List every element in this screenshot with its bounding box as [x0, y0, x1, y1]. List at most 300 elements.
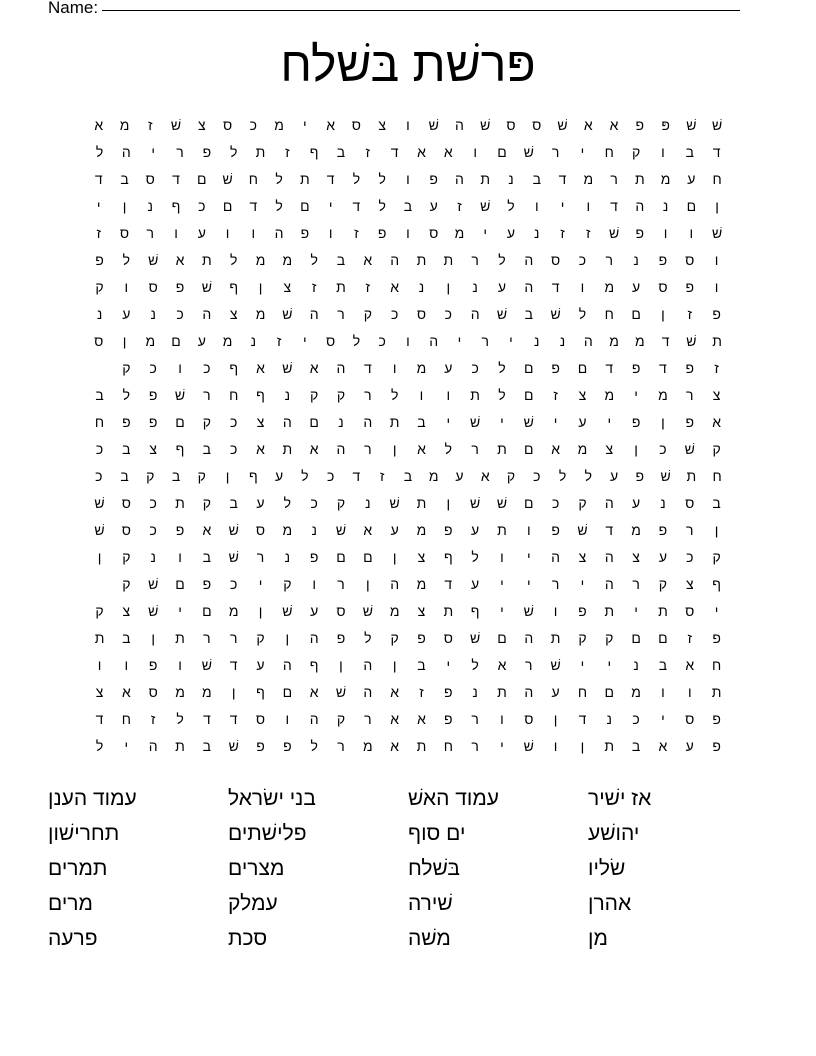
grid-cell[interactable]: ד: [229, 657, 238, 673]
grid-cell[interactable]: ז: [365, 279, 371, 295]
grid-cell[interactable]: נ: [472, 684, 478, 700]
grid-cell[interactable]: ם: [524, 441, 534, 457]
grid-cell[interactable]: ם: [202, 603, 212, 619]
grid-cell[interactable]: ע: [687, 171, 696, 187]
grid-cell[interactable]: ו: [406, 117, 410, 133]
grid-cell[interactable]: ל: [122, 387, 131, 403]
grid-cell[interactable]: מ: [363, 738, 373, 754]
grid-cell[interactable]: ן: [392, 657, 397, 673]
grid-cell[interactable]: פ: [148, 387, 158, 403]
grid-cell[interactable]: ע: [471, 522, 480, 538]
grid-cell[interactable]: ז: [285, 144, 290, 160]
grid-cell[interactable]: א: [390, 738, 400, 754]
grid-cell[interactable]: ה: [551, 549, 561, 565]
grid-cell[interactable]: ד: [363, 360, 372, 376]
grid-cell[interactable]: פ: [175, 279, 185, 295]
grid-cell[interactable]: ו: [97, 657, 102, 673]
grid-cell[interactable]: א: [94, 117, 104, 133]
grid-cell[interactable]: ס: [222, 117, 233, 133]
grid-cell[interactable]: ה: [455, 171, 464, 187]
grid-cell[interactable]: ר: [610, 171, 618, 187]
grid-cell[interactable]: ר: [176, 144, 184, 160]
grid-cell[interactable]: ר: [146, 225, 155, 241]
grid-cell[interactable]: ה: [524, 684, 534, 700]
grid-cell[interactable]: ם: [309, 414, 319, 430]
grid-cell[interactable]: כ: [551, 495, 560, 511]
grid-cell[interactable]: ם: [282, 684, 293, 700]
grid-cell[interactable]: ק: [197, 468, 206, 484]
grid-cell[interactable]: י: [580, 144, 585, 160]
grid-cell[interactable]: ב: [202, 441, 212, 457]
grid-cell[interactable]: א: [256, 441, 265, 457]
grid-cell[interactable]: ז: [311, 279, 317, 295]
grid-cell[interactable]: ה: [635, 198, 645, 214]
grid-cell[interactable]: ה: [604, 495, 614, 511]
grid-cell[interactable]: מ: [202, 684, 212, 700]
grid-cell[interactable]: ו: [500, 549, 504, 565]
grid-cell[interactable]: מ: [609, 333, 619, 349]
grid-cell[interactable]: ה: [604, 576, 614, 592]
grid-cell[interactable]: ל: [578, 306, 587, 322]
grid-cell[interactable]: ק: [390, 630, 399, 646]
grid-cell[interactable]: ע: [658, 549, 667, 565]
grid-cell[interactable]: ל: [378, 171, 386, 187]
grid-cell[interactable]: פ: [551, 360, 560, 376]
grid-cell[interactable]: א: [202, 522, 212, 538]
grid-cell[interactable]: נ: [311, 522, 317, 538]
grid-cell[interactable]: ל: [301, 468, 309, 484]
grid-cell[interactable]: פּ: [661, 117, 670, 133]
grid-cell[interactable]: י: [446, 414, 451, 430]
grid-cell[interactable]: שׁ: [577, 522, 588, 538]
grid-cell[interactable]: ס: [148, 684, 158, 700]
grid-cell[interactable]: כ: [471, 360, 479, 376]
grid-cell[interactable]: א: [609, 117, 619, 133]
grid-cell[interactable]: ז: [354, 225, 359, 241]
grid-cell[interactable]: ד: [352, 198, 361, 214]
grid-cell[interactable]: ק: [336, 387, 346, 403]
grid-cell[interactable]: שׁ: [480, 117, 491, 133]
grid-cell[interactable]: ל: [310, 738, 318, 754]
grid-cell[interactable]: ק: [202, 495, 211, 511]
grid-cell[interactable]: שׁ: [550, 306, 561, 322]
grid-cell[interactable]: צ: [417, 603, 426, 619]
grid-cell[interactable]: פ: [256, 738, 265, 754]
grid-cell[interactable]: פ: [377, 225, 387, 241]
grid-cell[interactable]: נ: [508, 171, 514, 187]
grid-cell[interactable]: שׁ: [686, 117, 697, 133]
grid-cell[interactable]: א: [685, 657, 695, 673]
grid-cell[interactable]: ע: [256, 495, 265, 511]
grid-cell[interactable]: ע: [256, 657, 265, 673]
grid-cell[interactable]: ר: [471, 441, 479, 457]
grid-cell[interactable]: ן: [366, 576, 370, 592]
grid-cell[interactable]: ו: [553, 603, 558, 619]
grid-cell[interactable]: ב: [120, 468, 129, 484]
grid-cell[interactable]: א: [309, 441, 319, 457]
grid-cell[interactable]: י: [560, 198, 565, 214]
grid-cell[interactable]: א: [443, 144, 453, 160]
grid-cell[interactable]: ם: [524, 387, 534, 403]
grid-cell[interactable]: שׁ: [201, 657, 212, 673]
grid-cell[interactable]: ז: [148, 117, 153, 133]
grid-cell[interactable]: א: [658, 738, 668, 754]
grid-cell[interactable]: ו: [689, 225, 694, 241]
grid-cell[interactable]: שׁ: [228, 549, 239, 565]
grid-cell[interactable]: מ: [175, 684, 185, 700]
grid-cell[interactable]: ר: [203, 387, 211, 403]
grid-cell[interactable]: צ: [229, 306, 238, 322]
grid-cell[interactable]: ם: [658, 630, 668, 646]
grid-cell[interactable]: ם: [577, 360, 588, 376]
grid-cell[interactable]: ב: [120, 171, 129, 187]
grid-cell[interactable]: ן: [446, 495, 451, 511]
grid-cell[interactable]: ס: [326, 333, 336, 349]
grid-cell[interactable]: ו: [225, 225, 230, 241]
grid-cell[interactable]: נ: [284, 549, 291, 565]
grid-cell[interactable]: שׁ: [712, 117, 723, 133]
grid-cell[interactable]: א: [480, 468, 490, 484]
grid-cell[interactable]: נ: [606, 711, 612, 727]
grid-cell[interactable]: א: [390, 711, 400, 727]
grid-cell[interactable]: ם: [363, 549, 373, 565]
grid-cell[interactable]: ן: [285, 630, 290, 646]
grid-cell[interactable]: י: [178, 603, 182, 619]
grid-cell[interactable]: ב: [95, 387, 104, 403]
grid-cell[interactable]: י: [151, 144, 156, 160]
grid-cell[interactable]: י: [303, 117, 307, 133]
grid-cell[interactable]: ן: [339, 657, 343, 673]
grid-cell[interactable]: פ: [635, 468, 645, 484]
grid-cell[interactable]: שׁ: [94, 522, 105, 538]
grid-cell[interactable]: י: [328, 198, 333, 214]
grid-cell[interactable]: ל: [378, 198, 386, 214]
grid-cell[interactable]: מ: [274, 117, 284, 133]
grid-cell[interactable]: ל: [176, 711, 184, 727]
grid-cell[interactable]: א: [497, 657, 507, 673]
grid-cell[interactable]: ל: [122, 252, 131, 268]
grid-cell[interactable]: ה: [604, 549, 614, 565]
grid-cell[interactable]: פ: [148, 414, 158, 430]
grid-cell[interactable]: ד: [172, 171, 180, 187]
grid-cell[interactable]: י: [500, 738, 504, 754]
grid-cell[interactable]: כ: [203, 360, 211, 376]
grid-cell[interactable]: ל: [275, 198, 283, 214]
grid-cell[interactable]: ת: [712, 333, 722, 349]
grid-cell[interactable]: ם: [222, 198, 233, 214]
grid-cell[interactable]: נ: [147, 198, 153, 214]
grid-cell[interactable]: כ: [390, 306, 399, 322]
grid-cell[interactable]: ל: [352, 171, 361, 187]
grid-cell[interactable]: ו: [419, 387, 424, 403]
grid-cell[interactable]: ן: [231, 684, 236, 700]
grid-cell[interactable]: ז: [379, 468, 385, 484]
grid-cell[interactable]: א: [551, 441, 561, 457]
grid-cell[interactable]: ב: [417, 414, 426, 430]
grid-cell[interactable]: פ: [417, 630, 426, 646]
grid-cell[interactable]: ת: [300, 171, 310, 187]
grid-cell[interactable]: א: [417, 441, 426, 457]
grid-cell[interactable]: ה: [390, 576, 400, 592]
grid-cell[interactable]: ן: [122, 333, 127, 349]
grid-cell[interactable]: נ: [559, 333, 566, 349]
grid-cell[interactable]: ם: [197, 171, 207, 187]
grid-cell[interactable]: ל: [498, 360, 506, 376]
grid-cell[interactable]: ף: [443, 549, 453, 565]
grid-cell[interactable]: ר: [203, 630, 211, 646]
grid-cell[interactable]: ב: [336, 252, 346, 268]
grid-cell[interactable]: ס: [255, 522, 266, 538]
grid-cell[interactable]: ן: [634, 441, 638, 457]
grid-cell[interactable]: צ: [122, 603, 131, 619]
grid-cell[interactable]: ף: [256, 387, 265, 403]
grid-cell[interactable]: ק: [95, 279, 104, 295]
grid-cell[interactable]: ע: [197, 225, 206, 241]
grid-cell[interactable]: שׁ: [557, 117, 568, 133]
grid-cell[interactable]: מ: [428, 468, 439, 484]
grid-cell[interactable]: ע: [455, 468, 464, 484]
grid-cell[interactable]: פ: [202, 144, 212, 160]
grid-cell[interactable]: ע: [310, 603, 319, 619]
grid-cell[interactable]: י: [500, 603, 504, 619]
grid-cell[interactable]: פ: [309, 549, 319, 565]
grid-cell[interactable]: ח: [248, 171, 258, 187]
grid-cell[interactable]: ם: [300, 198, 310, 214]
grid-cell[interactable]: י: [446, 657, 451, 673]
grid-cell[interactable]: מ: [416, 360, 427, 376]
grid-cell[interactable]: ל: [498, 252, 506, 268]
grid-cell[interactable]: ר: [471, 252, 479, 268]
grid-cell[interactable]: ר: [632, 576, 640, 592]
grid-cell[interactable]: ס: [685, 711, 695, 727]
grid-cell[interactable]: ו: [580, 279, 585, 295]
grid-cell[interactable]: ה: [524, 630, 534, 646]
grid-cell[interactable]: ו: [174, 225, 178, 241]
grid-cell[interactable]: ח: [604, 306, 614, 322]
grid-cell[interactable]: ו: [328, 225, 333, 241]
grid-cell[interactable]: ם: [686, 198, 697, 214]
grid-cell[interactable]: ר: [471, 711, 479, 727]
grid-cell[interactable]: ה: [202, 306, 212, 322]
grid-cell[interactable]: ל: [364, 630, 372, 646]
grid-cell[interactable]: פ: [631, 414, 641, 430]
grid-cell[interactable]: כ: [230, 441, 238, 457]
grid-cell[interactable]: ת: [389, 414, 400, 430]
grid-cell[interactable]: ב: [336, 144, 346, 160]
grid-cell[interactable]: ק: [122, 576, 131, 592]
grid-cell[interactable]: ה: [363, 414, 373, 430]
grid-cell[interactable]: ת: [175, 630, 185, 646]
grid-cell[interactable]: צ: [578, 387, 587, 403]
grid-cell[interactable]: ב: [532, 171, 541, 187]
grid-cell[interactable]: ב: [712, 495, 721, 511]
grid-cell[interactable]: ל: [507, 198, 515, 214]
grid-cell[interactable]: ד: [444, 576, 453, 592]
grid-cell[interactable]: ר: [551, 576, 560, 592]
grid-cell[interactable]: י: [526, 549, 531, 565]
grid-cell[interactable]: כ: [533, 468, 541, 484]
grid-cell[interactable]: נ: [534, 225, 540, 241]
grid-cell[interactable]: מ: [255, 252, 266, 268]
grid-cell[interactable]: כ: [230, 414, 238, 430]
grid-cell[interactable]: ח: [711, 657, 722, 673]
grid-cell[interactable]: שׁ: [550, 657, 561, 673]
grid-cell[interactable]: ס: [119, 225, 130, 241]
grid-cell[interactable]: ן: [714, 522, 719, 538]
grid-cell[interactable]: ה: [309, 711, 319, 727]
grid-cell[interactable]: ל: [471, 657, 479, 673]
grid-cell[interactable]: ת: [604, 603, 615, 619]
grid-cell[interactable]: ר: [551, 144, 560, 160]
grid-cell[interactable]: ס: [94, 333, 104, 349]
grid-cell[interactable]: י: [714, 603, 719, 619]
grid-cell[interactable]: ע: [471, 576, 480, 592]
grid-cell[interactable]: ח: [121, 711, 131, 727]
grid-cell[interactable]: כ: [230, 576, 238, 592]
grid-cell[interactable]: ק: [122, 360, 131, 376]
grid-cell[interactable]: ו: [553, 738, 558, 754]
grid-cell[interactable]: ב: [229, 495, 238, 511]
grid-cell[interactable]: ז: [714, 360, 719, 376]
grid-cell[interactable]: ב: [403, 198, 413, 214]
grid-cell[interactable]: ב: [685, 144, 694, 160]
grid-cell[interactable]: ו: [312, 576, 316, 592]
grid-cell[interactable]: שׁ: [480, 198, 491, 214]
grid-cell[interactable]: מ: [577, 441, 588, 457]
grid-cell[interactable]: ן: [392, 441, 397, 457]
grid-cell[interactable]: שׁ: [523, 414, 534, 430]
grid-cell[interactable]: ה: [309, 306, 319, 322]
grid-cell[interactable]: ל: [95, 144, 104, 160]
grid-cell[interactable]: נ: [96, 306, 103, 322]
grid-cell[interactable]: ד: [249, 198, 258, 214]
grid-cell[interactable]: ף: [229, 360, 239, 376]
grid-cell[interactable]: כ: [378, 333, 386, 349]
grid-cell[interactable]: ם: [497, 630, 507, 646]
grid-cell[interactable]: ד: [578, 711, 587, 727]
grid-cell[interactable]: ר: [256, 549, 265, 565]
grid-cell[interactable]: כ: [686, 549, 694, 565]
grid-cell[interactable]: ס: [443, 630, 453, 646]
grid-cell[interactable]: ל: [558, 468, 567, 484]
grid-cell[interactable]: ן: [258, 603, 263, 619]
grid-cell[interactable]: פ: [336, 630, 346, 646]
grid-cell[interactable]: פ: [685, 360, 695, 376]
grid-cell[interactable]: ת: [94, 630, 105, 646]
grid-cell[interactable]: כ: [149, 495, 157, 511]
grid-cell[interactable]: ע: [444, 360, 453, 376]
grid-cell[interactable]: י: [580, 576, 585, 592]
grid-cell[interactable]: שׁ: [470, 495, 481, 511]
grid-cell[interactable]: ח: [712, 468, 722, 484]
grid-cell[interactable]: י: [96, 198, 101, 214]
grid-cell[interactable]: י: [607, 657, 612, 673]
grid-cell[interactable]: א: [390, 684, 400, 700]
grid-cell[interactable]: ו: [406, 333, 410, 349]
grid-cell[interactable]: ר: [337, 306, 345, 322]
grid-cell[interactable]: כ: [632, 711, 640, 727]
grid-cell[interactable]: ד: [229, 711, 238, 727]
grid-cell[interactable]: שׁ: [686, 333, 697, 349]
grid-cell[interactable]: ל: [229, 144, 238, 160]
grid-cell[interactable]: שׁ: [94, 495, 105, 511]
grid-cell[interactable]: כ: [659, 441, 667, 457]
grid-cell[interactable]: ס: [506, 117, 516, 133]
grid-cell[interactable]: ם: [175, 414, 185, 430]
grid-cell[interactable]: ף: [712, 576, 721, 592]
grid-cell[interactable]: ז: [276, 333, 282, 349]
grid-cell[interactable]: נ: [150, 549, 156, 565]
grid-cell[interactable]: צ: [417, 549, 426, 565]
grid-cell[interactable]: ע: [609, 468, 619, 484]
grid-cell[interactable]: נ: [633, 657, 639, 673]
grid-cell[interactable]: פ: [175, 522, 185, 538]
grid-cell[interactable]: נ: [472, 279, 478, 295]
grid-cell[interactable]: י: [457, 333, 462, 349]
grid-cell[interactable]: ר: [471, 738, 479, 754]
grid-cell[interactable]: נ: [660, 495, 666, 511]
grid-cell[interactable]: ו: [661, 684, 665, 700]
grid-cell[interactable]: פ: [712, 630, 721, 646]
grid-cell[interactable]: נ: [284, 387, 291, 403]
grid-cell[interactable]: שׁ: [335, 522, 347, 538]
grid-cell[interactable]: מ: [416, 576, 427, 592]
grid-cell[interactable]: שׁ: [470, 414, 481, 430]
grid-cell[interactable]: ן: [122, 198, 127, 214]
grid-cell[interactable]: ן: [553, 711, 558, 727]
grid-cell[interactable]: מ: [255, 306, 266, 322]
grid-cell[interactable]: ל: [275, 171, 283, 187]
grid-cell[interactable]: ה: [363, 657, 373, 673]
grid-cell[interactable]: ו: [663, 225, 668, 241]
grid-cell[interactable]: י: [553, 414, 558, 430]
grid-cell[interactable]: ע: [497, 279, 507, 295]
grid-cell[interactable]: פ: [300, 225, 310, 241]
grid-cell[interactable]: ב: [122, 441, 131, 457]
grid-cell[interactable]: מ: [635, 333, 645, 349]
grid-cell[interactable]: כ: [149, 522, 157, 538]
grid-cell[interactable]: פ: [712, 738, 721, 754]
grid-cell[interactable]: י: [526, 576, 531, 592]
grid-cell[interactable]: מ: [583, 171, 594, 187]
grid-cell[interactable]: שׁ: [174, 387, 186, 403]
grid-cell[interactable]: ד: [551, 279, 560, 295]
grid-cell[interactable]: ף: [256, 684, 265, 700]
grid-cell[interactable]: ע: [390, 522, 399, 538]
grid-cell[interactable]: ז: [150, 711, 156, 727]
grid-cell[interactable]: ד: [605, 522, 614, 538]
grid-cell[interactable]: שׁ: [282, 306, 293, 322]
grid-cell[interactable]: ב: [122, 630, 131, 646]
grid-cell[interactable]: ס: [532, 117, 542, 133]
grid-cell[interactable]: כ: [310, 495, 318, 511]
grid-cell[interactable]: שׁ: [496, 495, 508, 511]
grid-cell[interactable]: שׁ: [523, 603, 534, 619]
grid-cell[interactable]: ל: [584, 468, 592, 484]
grid-cell[interactable]: ת: [416, 738, 427, 754]
grid-cell[interactable]: צ: [378, 117, 386, 133]
grid-cell[interactable]: ע: [122, 306, 131, 322]
grid-cell[interactable]: ה: [282, 657, 292, 673]
grid-cell[interactable]: י: [509, 333, 513, 349]
grid-cell[interactable]: כ: [176, 306, 184, 322]
grid-cell[interactable]: פ: [202, 576, 212, 592]
grid-cell[interactable]: פ: [685, 279, 695, 295]
grid-cell[interactable]: ס: [121, 495, 131, 511]
grid-cell[interactable]: ק: [712, 549, 721, 565]
grid-cell[interactable]: ק: [363, 306, 372, 322]
grid-cell[interactable]: ס: [336, 603, 346, 619]
